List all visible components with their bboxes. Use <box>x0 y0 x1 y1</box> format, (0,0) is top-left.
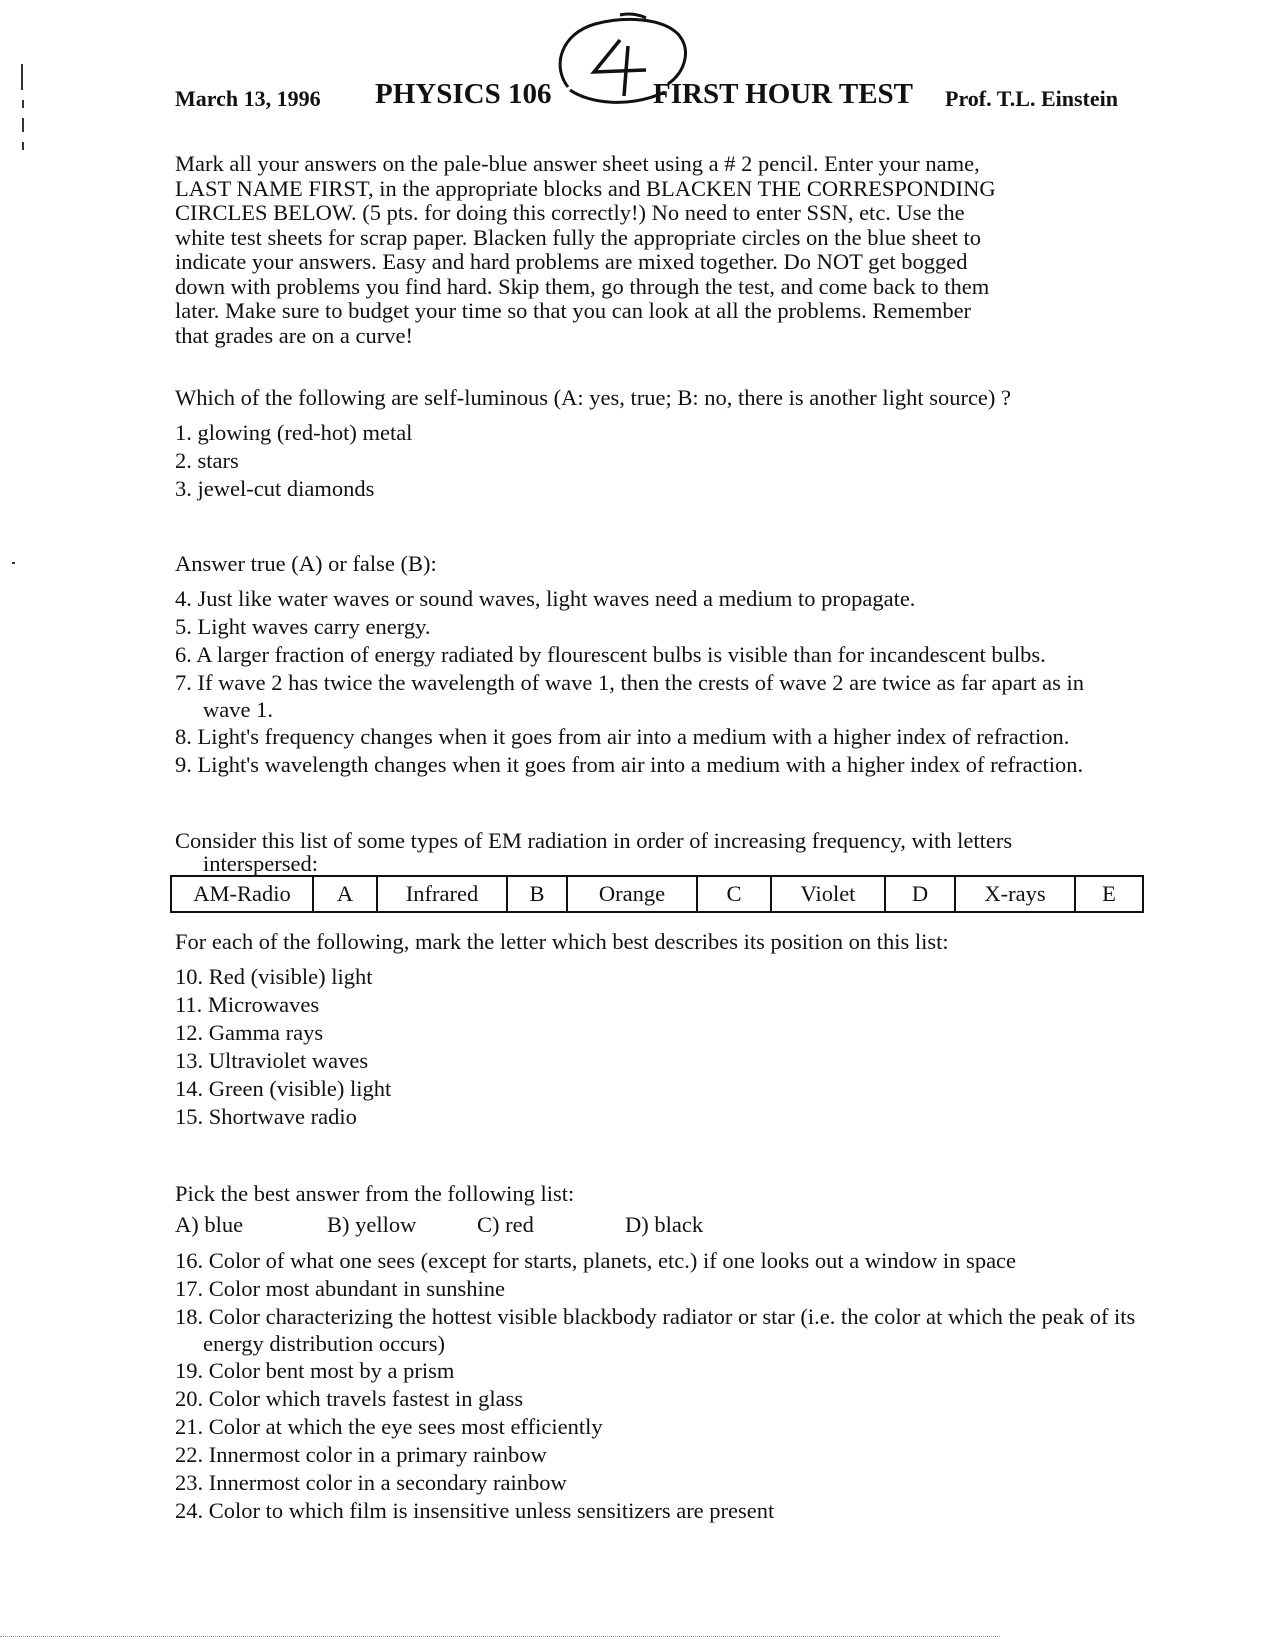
question-list <box>175 419 1135 503</box>
em-cell: AM-Radio <box>171 876 313 912</box>
em-cell: Violet <box>771 876 885 912</box>
question-item: 1. glowing (red-hot) metal <box>175 419 413 445</box>
question-item: 7. If wave 2 has twice the wavelength of wave 1, then the crests of wave 2 are twice as far apart as in wave 1. <box>175 669 1084 722</box>
em-cell: C <box>697 876 771 912</box>
test-title: FIRST HOUR TEST <box>653 78 914 110</box>
question-list <box>175 963 1135 1131</box>
question-item: 24. Color to which film is insensitive unless sensitizers are present <box>175 1497 775 1523</box>
question-item: 11. Microwaves <box>175 991 320 1017</box>
question-item: 20. Color which travels fastest in glass <box>175 1385 524 1411</box>
question-item: 3. jewel-cut diamonds <box>175 475 375 501</box>
question-item: 15. Shortwave radio <box>175 1103 357 1129</box>
question-item: 22. Innermost color in a primary rainbow <box>175 1441 547 1467</box>
question-item: 4. Just like water waves or sound waves, light waves need a medium to propagate. <box>175 585 916 611</box>
question-item: 9. Light's wavelength changes when it goes from air into a medium with a higher index of refraction. <box>175 751 1084 777</box>
scan-artifact-line <box>0 1636 1000 1637</box>
em-cell: Infrared <box>377 876 507 912</box>
question-item: 12. Gamma rays <box>175 1019 324 1045</box>
question-item: 10. Red (visible) light <box>175 963 373 989</box>
section-prompt: Pick the best answer from the following list: <box>175 1181 575 1206</box>
question-list <box>175 585 1165 779</box>
answer-choice: B) yellow <box>327 1211 417 1237</box>
question-list <box>175 1247 1155 1525</box>
answer-choices <box>175 1213 1155 1243</box>
em-cell: Orange <box>567 876 697 912</box>
instructions-paragraph: Mark all your answers on the pale-blue answer sheet using a # 2 pencil. Enter your name, LAST NAME FIRST, in the appropriate blocks and BLACKEN THE CORRESPONDING CIRCLES BELOW. (5 pts. for doing this correctly!) No need to enter SSN, etc. Use the white test sheets for scrap paper. Blacken fully the appropriate circles on the blue sheet to indicate your answers. Easy and hard problems are mixed together. Do NOT get bogged down with problems you find hard. Skip them, go through the test, and come back to them later. Make sure to budget your time so that you can look at all the problems. Remember that grades are on a curve! <box>175 151 996 348</box>
answer-choice: D) black <box>625 1211 704 1237</box>
section-colors <box>175 1178 1155 1525</box>
question-item: 19. Color bent most by a prism <box>175 1357 455 1383</box>
question-item: 6. A larger fraction of energy radiated by flourescent bulbs is visible than for incandescent bulbs. <box>175 641 1046 667</box>
em-cell: B <box>507 876 567 912</box>
question-item: 23. Innermost color in a secondary rainbow <box>175 1469 567 1495</box>
em-cell: A <box>313 876 377 912</box>
handwritten-circled-number <box>550 12 700 107</box>
section-self-luminous <box>175 382 1135 503</box>
margin-mark <box>12 562 15 564</box>
answer-choice: C) red <box>477 1211 534 1237</box>
margin-mark <box>22 142 24 150</box>
margin-mark <box>22 100 24 108</box>
em-cell: D <box>885 876 955 912</box>
question-item: 2. stars <box>175 447 239 473</box>
section-prompt: Answer true (A) or false (B): <box>175 551 437 576</box>
em-cell: E <box>1075 876 1143 912</box>
em-cell: X-rays <box>955 876 1075 912</box>
section-em-radiation <box>175 825 1105 875</box>
section-em-questions <box>175 926 1135 1131</box>
question-item: 5. Light waves carry energy. <box>175 613 431 639</box>
margin-mark <box>21 64 23 90</box>
section-true-false <box>175 548 1165 779</box>
question-item: 18. Color characterizing the hottest visible blackbody radiator or star (i.e. the color at which the peak of its energy distribution occurs) <box>175 1303 1136 1356</box>
section-prompt: Which of the following are self-luminous (A: yes, true; B: no, there is another light source) ? <box>175 385 1012 410</box>
question-item: 21. Color at which the eye sees most efficiently <box>175 1413 603 1439</box>
question-item: 16. Color of what one sees (except for starts, planets, etc.) if one looks out a window in space <box>175 1247 1017 1273</box>
exam-date: March 13, 1996 <box>175 86 321 111</box>
margin-mark <box>22 118 24 132</box>
section-prompt: Consider this list of some types of EM radiation in order of increasing frequency, with letters interspersed: <box>175 828 1013 876</box>
question-item: 8. Light's frequency changes when it goes from air into a medium with a higher index of refraction. <box>175 723 1070 749</box>
question-item: 14. Green (visible) light <box>175 1075 392 1101</box>
question-item: 17. Color most abundant in sunshine <box>175 1275 505 1301</box>
section-subprompt: For each of the following, mark the letter which best describes its position on this list: <box>175 929 949 954</box>
course-title: PHYSICS 106 <box>375 78 552 110</box>
professor-name: Prof. T.L. Einstein <box>945 86 1118 111</box>
em-spectrum-table <box>170 875 1144 913</box>
question-item: 13. Ultraviolet waves <box>175 1047 369 1073</box>
answer-choice: A) blue <box>175 1211 244 1237</box>
